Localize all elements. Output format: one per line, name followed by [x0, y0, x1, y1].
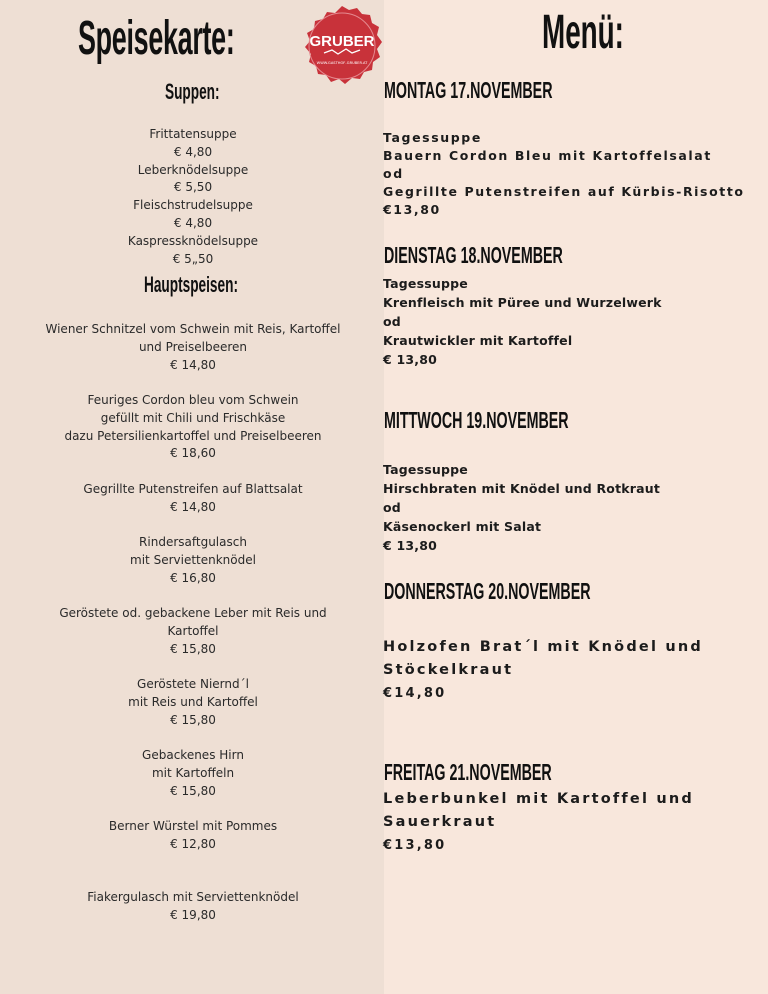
dish-price: € 16,80	[170, 570, 216, 585]
main-dish-item	[20, 676, 366, 729]
dish-name: mit Serviettenknödel	[130, 552, 256, 567]
day-line: Bauern Cordon Bleu mit Kartoffelsalat	[383, 148, 712, 163]
day-line: Hirschbraten mit Knödel und Rotkraut	[383, 481, 661, 496]
dish-price: € 12,80	[170, 836, 216, 851]
main-dish-item	[20, 818, 366, 854]
day-price: €13,80	[383, 202, 441, 217]
day-heading-thursday: DONNERSTAG 20.NOVEMBER	[384, 578, 591, 604]
dish-name: gefüllt mit Chili und Frischkäse	[100, 410, 286, 425]
logo-name: GRUBER	[309, 33, 375, 50]
day-menu-monday	[383, 129, 763, 219]
main-dish-item	[20, 534, 366, 587]
speisekarte-title: Speisekarte:	[78, 12, 235, 65]
logo-url: WWW.GASTHOF-GRUBER.AT	[316, 61, 368, 65]
main-dish-item	[20, 481, 366, 517]
dish-name: dazu Petersilienkartoffel und Preiselbeeren	[64, 428, 322, 443]
dish-price: € 15,80	[170, 641, 216, 656]
dish-price: € 15,80	[170, 783, 216, 798]
soup-item: Frittatensuppe	[149, 127, 237, 141]
gruber-logo	[300, 4, 384, 88]
dish-name: und Preiselbeeren	[138, 339, 248, 354]
main-dish-item	[20, 747, 366, 800]
hauptspeisen-heading: Hauptspeisen:	[144, 272, 238, 297]
day-line: Leberbunkel mit Kartoffel und	[383, 791, 694, 807]
day-price: € 13,80	[383, 352, 437, 367]
day-heading-monday: MONTAG 17.NOVEMBER	[384, 77, 553, 103]
main-dish-item	[20, 392, 366, 463]
dish-name: mit Kartoffeln	[151, 765, 235, 780]
day-menu-friday	[383, 788, 763, 857]
day-line: Krenfleisch mit Püree und Wurzelwerk	[383, 295, 662, 310]
soup-list	[20, 126, 366, 268]
day-line: Käsenockerl mit Salat	[383, 519, 542, 534]
main-dish-item	[20, 889, 366, 925]
dish-name: Feuriges Cordon bleu vom Schwein	[87, 393, 299, 407]
dish-price: € 19,80	[170, 907, 216, 922]
dish-price: € 18,60	[170, 446, 216, 461]
dish-name: Geröstete od. gebackene Leber mit Reis und	[59, 606, 327, 620]
day-heading-wednesday: MITTWOCH 19.NOVEMBER	[384, 407, 569, 433]
day-line: Tagessuppe	[383, 276, 468, 291]
menue-title: Menü:	[542, 6, 624, 59]
dish-name: Berner Würstel mit Pommes	[108, 819, 278, 833]
dish-name: Rindersaftgulasch	[139, 535, 247, 549]
soup-price: € 4,80	[173, 215, 213, 230]
day-line: Krautwickler mit Kartoffel	[383, 333, 573, 348]
soup-item: Kaspressknödelsuppe	[127, 233, 259, 248]
dish-price: € 14,80	[170, 499, 216, 514]
dish-name: mit Reis und Kartoffel	[128, 694, 258, 709]
soup-item: Leberknödelsuppe	[137, 162, 249, 177]
suppen-heading: Suppen:	[165, 79, 220, 104]
day-line: Tagessuppe	[383, 462, 468, 477]
soup-price: € 5„50	[172, 251, 214, 266]
day-line: Sauerkraut	[383, 814, 497, 830]
day-line: od	[383, 500, 401, 515]
dish-price: € 15,80	[170, 712, 216, 727]
main-dish-item	[20, 321, 366, 374]
dish-name: Wiener Schnitzel vom Schwein mit Reis, Kartoffel	[45, 322, 341, 336]
day-price: € 13,80	[383, 538, 437, 553]
day-line: od	[383, 166, 404, 181]
day-price: €14,80	[383, 686, 447, 701]
main-dish-item	[20, 605, 366, 658]
soup-price: € 4,80	[173, 144, 213, 159]
dish-name: Geröstete Niernd´l	[137, 677, 249, 691]
dish-price: € 14,80	[170, 357, 216, 372]
soup-item: Fleischstrudelsuppe	[133, 198, 253, 213]
day-line: Holzofen Brat´l mit Knödel und	[383, 639, 704, 655]
day-line: Stöckelkraut	[383, 662, 514, 678]
day-menu-thursday	[383, 636, 763, 705]
day-menu-tuesday	[383, 274, 763, 369]
day-line: Gegrillte Putenstreifen auf Kürbis-Risotto	[383, 184, 745, 199]
dish-name: Fiakergulasch mit Serviettenknödel	[87, 890, 299, 904]
soup-price: € 5,50	[173, 180, 213, 195]
day-price: €13,80	[383, 838, 447, 853]
dish-name: Gebackenes Hirn	[142, 748, 244, 762]
day-heading-friday: FREITAG 21.NOVEMBER	[384, 759, 552, 785]
day-line: od	[383, 314, 401, 329]
dish-name: Gegrillte Putenstreifen auf Blattsalat	[83, 482, 303, 496]
day-menu-wednesday	[383, 460, 763, 555]
dish-name: Kartoffel	[167, 623, 219, 638]
day-heading-tuesday: DIENSTAG 18.NOVEMBER	[384, 242, 563, 268]
day-line: Tagessuppe	[383, 130, 482, 145]
